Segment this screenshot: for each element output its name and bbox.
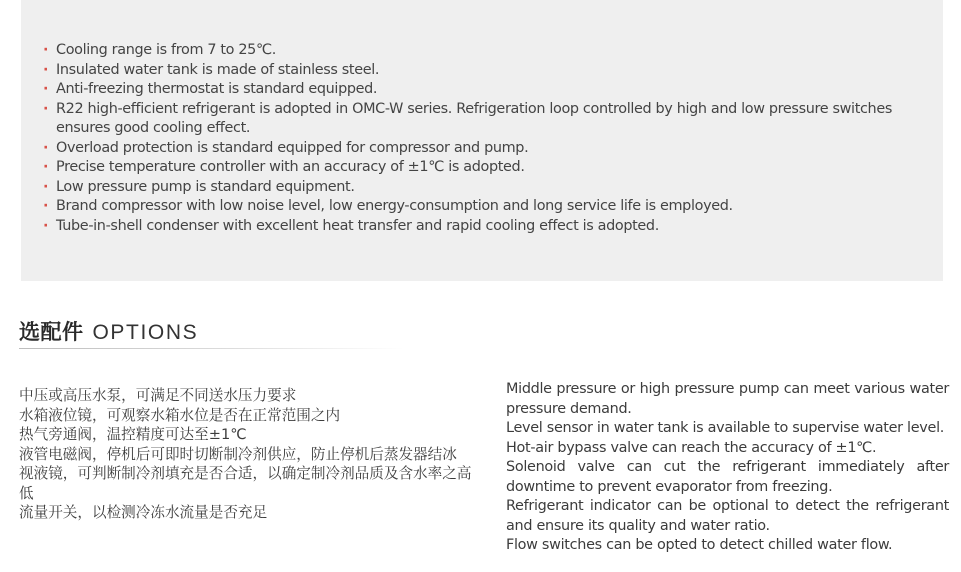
feature-item: [43, 139, 936, 159]
options-heading-zh: 选配件: [19, 320, 84, 344]
option-item-en: Hot-air bypass valve can reach the accuracy of ±1℃.: [506, 439, 877, 456]
feature-text: Overload protection is standard equipped for compressor and pump.: [56, 139, 529, 156]
bullet-icon: ·: [43, 42, 49, 58]
bullet-icon: ·: [43, 100, 49, 117]
bullet-icon: ·: [43, 217, 49, 234]
bullet-icon: ·: [43, 139, 49, 156]
bullet-icon: ·: [43, 198, 49, 214]
option-item-en: Flow switches can be opted to detect chilled water flow.: [506, 537, 893, 553]
feature-text: R22 high-efficient refrigerant is adopted in OMC-W series. Refrigeration loop controlled by high and low pressure switches ensures good cooling effect.: [56, 100, 892, 136]
feature-item: [43, 158, 936, 178]
option-item-zh: 热气旁通阀，温控精度可达至±1℃: [19, 426, 247, 443]
bullet-icon: ·: [43, 61, 49, 78]
bullet-icon: ·: [43, 178, 49, 195]
feature-item: [43, 197, 936, 217]
option-item-en: Solenoid valve can cut the refrigerant immediately after downtime to prevent evaporator from freezing.: [506, 459, 949, 495]
feature-item: [43, 100, 936, 139]
feature-item: [43, 61, 936, 81]
feature-text: Brand compressor with low noise level, low energy-consumption and long service life is employed.: [56, 198, 733, 214]
features-panel: [21, 0, 943, 281]
option-item-en: Middle pressure or high pressure pump can meet various water pressure demand.: [506, 381, 949, 417]
feature-text: Low pressure pump is standard equipment.: [56, 178, 355, 195]
option-item-en: Level sensor in water tank is available to supervise water level.: [506, 420, 945, 436]
option-item-zh: 流量开关，以检测冷冻水流量是否充足: [19, 504, 268, 521]
feature-item: [43, 217, 936, 237]
options-heading: [19, 316, 198, 346]
feature-text: Cooling range is from 7 to 25℃.: [56, 42, 276, 58]
option-item-zh: 中压或高压水泵，可满足不同送水压力要求: [19, 387, 297, 404]
feature-text: Precise temperature controller with an accuracy of ±1℃ is adopted.: [56, 159, 525, 175]
bullet-icon: ·: [43, 81, 49, 97]
option-item-zh: 水箱液位镜，可观察水箱水位是否在正常范围之内: [19, 406, 341, 424]
feature-item: [43, 41, 936, 61]
feature-text: Anti-freezing thermostat is standard equipped.: [56, 81, 378, 97]
features-list: [43, 41, 943, 236]
options-list-en: [506, 380, 949, 556]
option-item-zh: 液管电磁阀，停机后可即时切断制冷剂供应，防止停机后蒸发器结冰: [19, 445, 457, 463]
feature-item: [43, 178, 936, 198]
option-item-en: Refrigerant indicator can be optional to detect the refrigerant and ensure its quality and water ratio.: [506, 498, 949, 534]
feature-text: Insulated water tank is made of stainless steel.: [56, 61, 380, 78]
option-item-zh: 视液镜，可判断制冷剂填充是否合适，以确定制冷剂品质及含水率之高低: [19, 465, 472, 502]
options-heading-en: OPTIONS: [92, 321, 199, 344]
heading-divider: [19, 348, 404, 349]
bullet-icon: ·: [43, 159, 49, 175]
options-list-zh: [19, 386, 474, 523]
feature-item: [43, 80, 936, 100]
feature-text: Tube-in-shell condenser with excellent heat transfer and rapid cooling effect is adopted.: [56, 217, 659, 234]
